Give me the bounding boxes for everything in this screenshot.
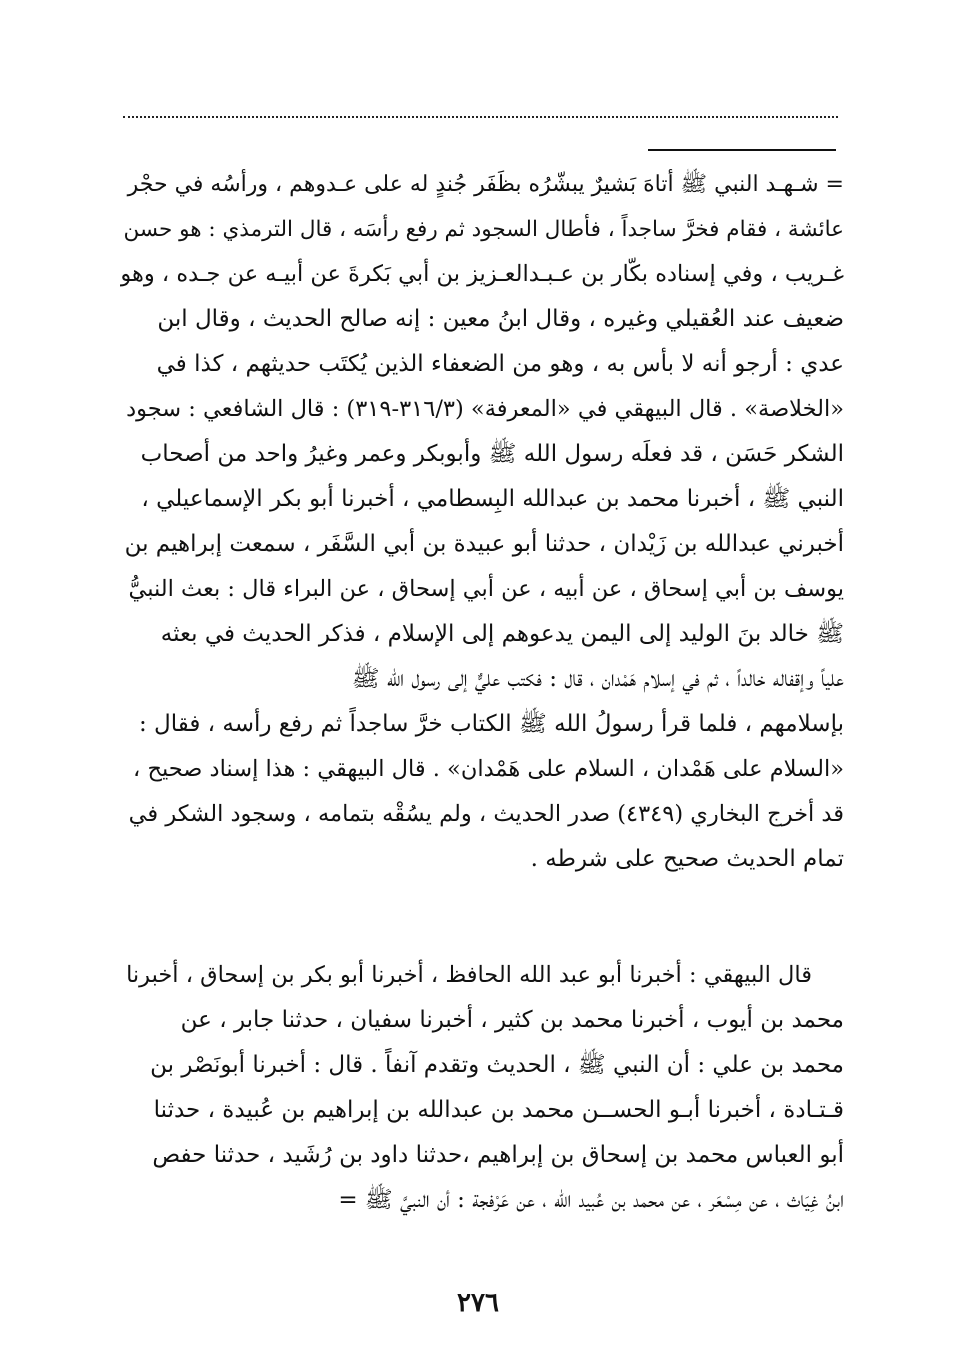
text-line: عدي : أرجو أنه لا بأس به ، وهو من الضعفاء الذين يُكتَب حديثهم ، كذا في [156, 351, 844, 377]
text-line: «الخلاصة» . قال البيهقي في «المعرفة» (٣١٦/٣-٣١٩) : قال الشافعي : سجود [126, 396, 844, 422]
text-line: «السلام على هَمْدان ، السلام على هَمْدان» . قال البيهقي : هذا إسناد صحيح ، [133, 756, 844, 782]
text-line: قد أخرج البخاري (٤٣٤٩) صدر الحديث ، ولم يسُقْه بتمامه ، وسجود الشكر في [128, 801, 844, 827]
text-line: = شـهـد النبي ﷺ أتاهَ بَشيرٌ يبشّرُه بظَفَر جُندٍ له على عـدوهم ، ورأسُه في حجْر [127, 172, 844, 197]
text-line: ابنُ غِيَاث ، عن مِسْعَر ، عن محمد بن عُبيد الله ، عن عَرْفجة : أن النبيَّ ﷺ = [338, 1187, 844, 1213]
text-line: عائشة ، فقام فخرَّ ساجداً ، فأطال السجود ثم رفع رأسَه ، قال الترمذي : هو حسن [123, 217, 844, 242]
text-line: أخبرني عبدالله بن زَيْدان ، حدثنا أبو عبيدة بن أبي السَّفَر ، سمعت إبراهيم بن [124, 531, 844, 557]
text-line: قال البيهقي : أخبرنا أبو عبد الله الحافظ ، أخبرنا أبو بكر بن إسحاق ، أخبرنا [126, 962, 812, 988]
text-line: قـتـادة ، أخبرنا أبـو الحســن محمد بن عبدالله بن إبراهيم بن عُبيدة ، حدثنا [153, 1097, 844, 1123]
footnote-paragraph-block [120, 953, 844, 1223]
text-line: يوسف بن أبي إسحاق ، عن أبيه ، عن أبي إسحاق ، عن البراء قال : بعث النبيُّ [128, 576, 844, 602]
text-line: ﷺ خالد بنَ الوليد إلى اليمن يدعوهم إلى الإسلام ، فذكر الحديث في بعثه [160, 621, 844, 647]
text-line: بإسلامهم ، فلما قرأ رسولُ الله ﷺ الكتاب خرَّ ساجداً ثم رفع رأسه ، فقال : [138, 711, 844, 737]
page-number: ٢٧٦ [457, 1288, 499, 1318]
text-line: محمد بن أيوب ، أخبرنا محمد بن كثير ، أخبرنا سفيان ، حدثنا جابر ، عن [180, 1007, 844, 1033]
text-line: غـريب ، وفي إسناده بكّار بن عـبـدالعـزيز بن أبي بَكرةَ عن أبيـه عن جـده ، وهو [120, 261, 844, 287]
text-line: أبو العباس محمد بن إسحاق بن إبراهيم ،حدثنا داود بن رُشَيد ، حدثنا حفص [152, 1142, 844, 1168]
text-line: تمام الحديث صحيح على شرطه . [530, 846, 844, 872]
header-dotted-rule [123, 116, 838, 118]
text-line: محمد بن علي : أن النبي ﷺ ، الحديث وتقدم آنفاً . قال : أخبرنا أبونَصْر بن [150, 1052, 844, 1078]
text-line: النبي ﷺ ، أخبرنا محمد بن عبدالله البِسطامي ، أخبرنا أبو بكر الإسماعيلي ، [141, 486, 844, 512]
text-line: علياً وإقفاله خالداً ، ثم في إسلام هَمْدان ، قال : فكتب عليٌّ إلى رسول الله ﷺ [351, 666, 844, 692]
footnote-separator-rule [648, 149, 836, 151]
footnote-continuation-block [120, 162, 844, 882]
text-line: ضعيف عند العُقيلي وغيره ، وقال ابنُ معين : إنه صالح الحديث ، وقال ابن [157, 306, 844, 332]
text-line: الشكر حَسَن ، قد فعلَه رسول الله ﷺ وأبوبكر وعمر وغيرُ واحد من أصحاب [140, 441, 844, 467]
